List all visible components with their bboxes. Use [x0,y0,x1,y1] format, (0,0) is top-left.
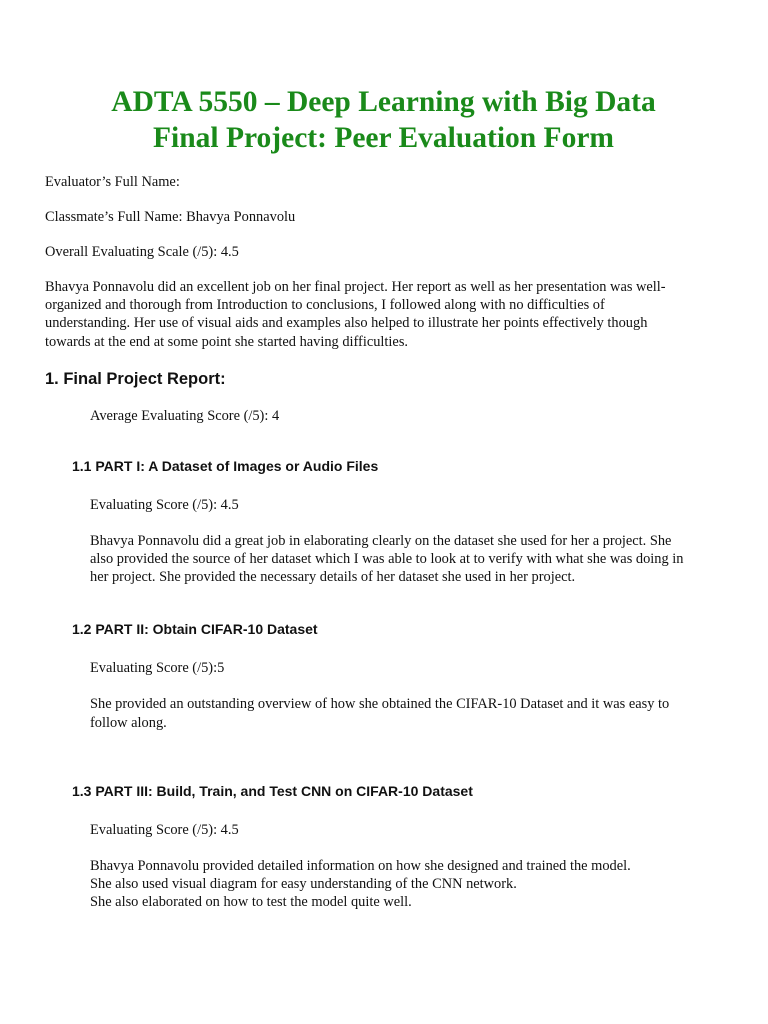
subsection-1-2-score: Evaluating Score (/5):5 [90,660,225,677]
average-score: Average Evaluating Score (/5): 4 [90,407,280,424]
subsection-1-3-comment [45,857,716,912]
comment-line: Bhavya Ponnavolu provided detailed information on how she designed and trained the model. [90,857,631,874]
comment-line: She provided an outstanding overview of how she obtained the CIFAR-10 Dataset and it was easy to [90,696,670,713]
comment-line: also provided the source of her dataset which I was able to look at to verify with what she was doing in [90,551,684,568]
subsection-1-2-comment [45,695,716,731]
evaluator-name-field: Evaluator’s Full Name: [45,174,180,190]
document-title [45,84,716,156]
subsection-1-3-heading: 1.3 PART III: Build, Train, and Test CNN on CIFAR-10 Dataset [72,782,473,799]
classmate-name-field: Classmate’s Full Name: Bhavya Ponnavolu [45,209,296,225]
subsection-1-1-score: Evaluating Score (/5): 4.5 [90,496,239,513]
summary-line: towards at the end at some point she started having difficulties. [45,333,409,350]
comment-line: She also elaborated on how to test the model quite well. [90,894,412,911]
comment-line: She also used visual diagram for easy understanding of the CNN network. [90,876,517,893]
subsection-1-3-score: Evaluating Score (/5): 4.5 [90,821,239,838]
comment-line: her project. She provided the necessary details of her dataset she used in her project. [90,569,576,586]
section-1-heading: 1. Final Project Report: [45,369,226,388]
comment-line: Bhavya Ponnavolu did a great job in elaborating clearly on the dataset she used for her a project. She [90,532,672,549]
title-line-1: ADTA 5550 – Deep Learning with Big Data [111,86,656,118]
subsection-1-2-heading: 1.2 PART II: Obtain CIFAR-10 Dataset [72,621,318,638]
summary-line: Bhavya Ponnavolu did an excellent job on her final project. Her report as well as her presentation was well- [45,279,666,295]
overall-scale-field: Overall Evaluating Scale (/5): 4.5 [45,244,239,260]
summary-line: organized and thorough from Introduction to conclusions, I followed along with no difficulties of [45,297,605,314]
subsection-1-1-comment [45,532,716,587]
summary-line: understanding. Her use of visual aids and examples also helped to illustrate her points effectively though [45,315,648,332]
subsection-1-1-heading: 1.1 PART I: A Dataset of Images or Audio Files [72,457,379,474]
summary-paragraph [45,278,716,351]
comment-line: follow along. [90,714,167,731]
title-line-2: Final Project: Peer Evaluation Form [153,122,614,154]
